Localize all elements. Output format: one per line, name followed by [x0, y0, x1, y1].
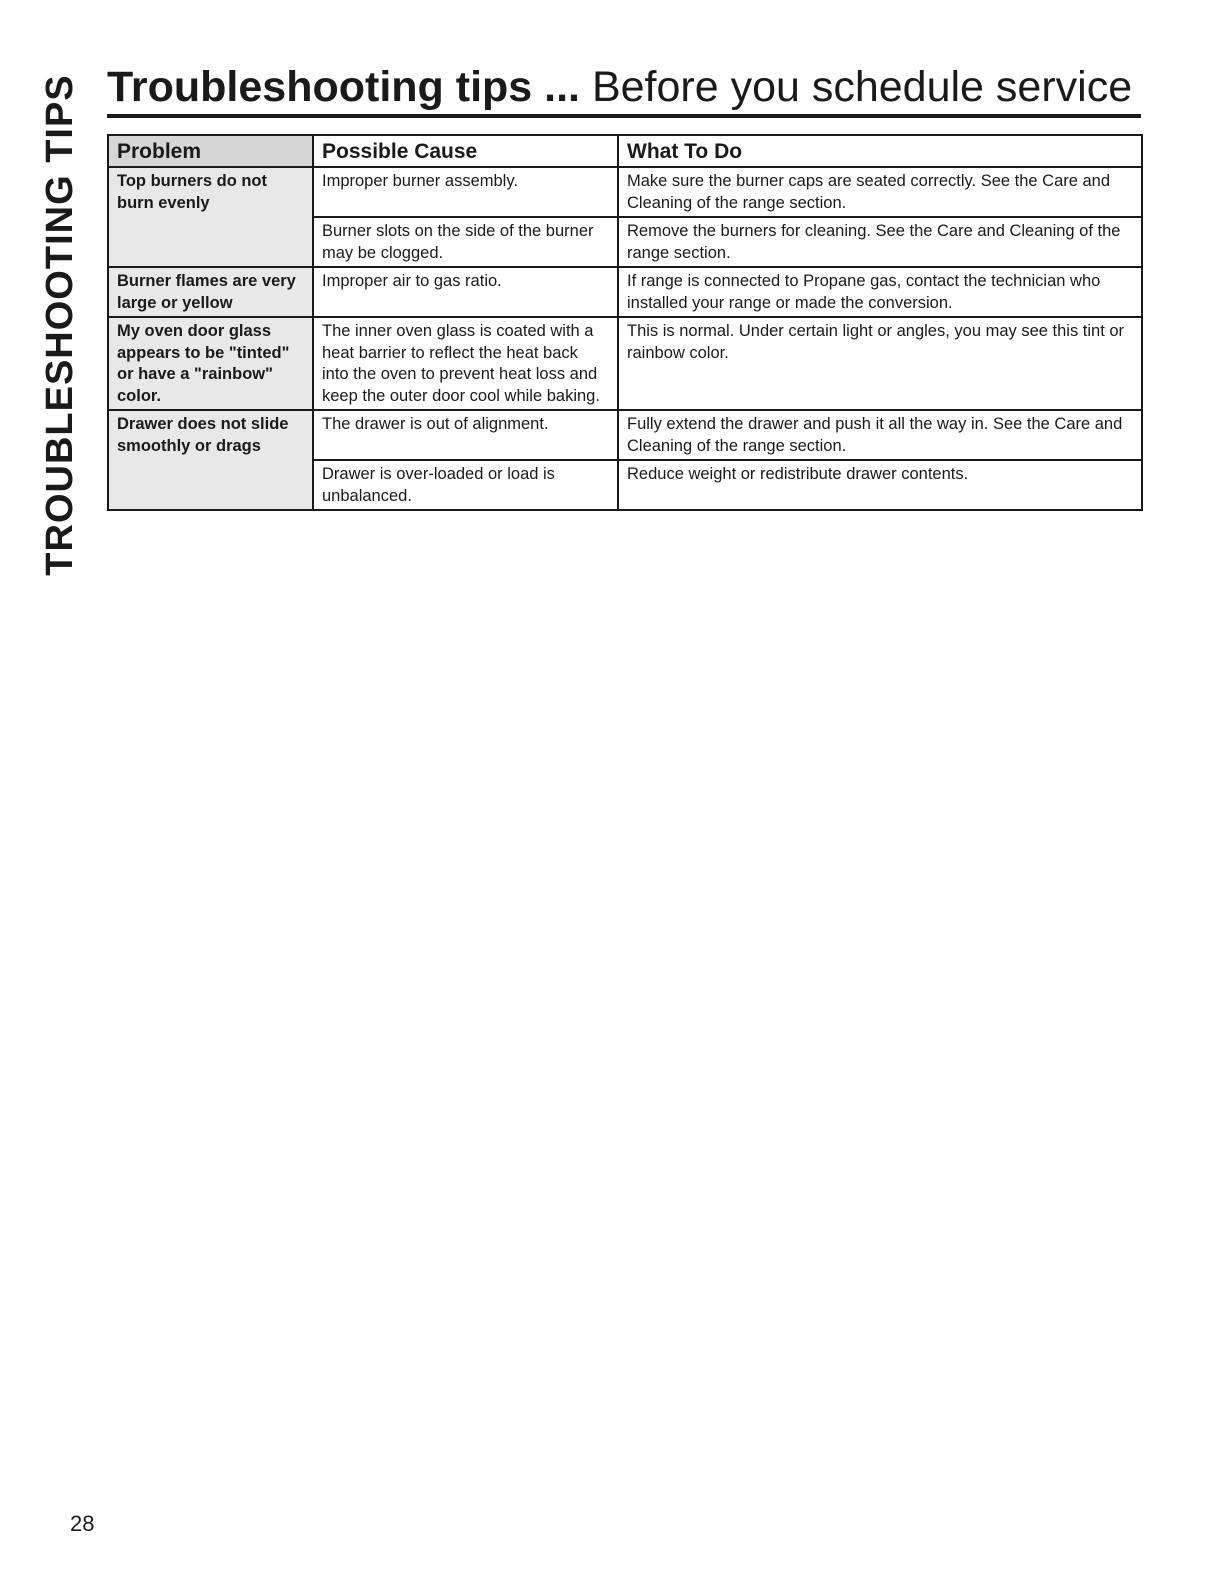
cause-cell: Improper air to gas ratio. [313, 267, 618, 317]
problem-cell: My oven door glass appears to be "tinted" or have a "rainbow" color. [108, 317, 313, 410]
page-title [107, 62, 1132, 112]
table-row [108, 167, 1142, 217]
action-cell: Make sure the burner caps are seated correctly. See the Care and Cleaning of the range section. [618, 167, 1142, 217]
table-row [108, 317, 1142, 410]
page-number: 28 [70, 1511, 95, 1536]
section-side-tab [38, 70, 82, 580]
cause-cell: Burner slots on the side of the burner may be clogged. [313, 217, 618, 267]
page-title-bold: Troubleshooting tips ... [107, 63, 580, 111]
page-title-subtitle: Before you schedule service [591, 63, 1133, 111]
section-side-tab-label: TROUBLESHOOTING TIPS [39, 74, 81, 576]
column-header-cause: Possible Cause [313, 135, 618, 167]
table-row [108, 410, 1142, 460]
action-cell: If range is connected to Propane gas, contact the technician who installed your range or made the conversion. [618, 267, 1142, 317]
problem-cell: Top burners do not burn evenly [108, 167, 313, 267]
action-cell: This is normal. Under certain light or angles, you may see this tint or rainbow color. [618, 317, 1142, 410]
cause-cell: The drawer is out of alignment. [313, 410, 618, 460]
action-cell: Fully extend the drawer and push it all the way in. See the Care and Cleaning of the range section. [618, 410, 1142, 460]
action-cell: Remove the burners for cleaning. See the Care and Cleaning of the range section. [618, 217, 1142, 267]
title-divider [107, 114, 1141, 118]
problem-cell: Drawer does not slide smoothly or drags [108, 410, 313, 510]
action-cell: Reduce weight or redistribute drawer contents. [618, 460, 1142, 510]
cause-cell: Improper burner assembly. [313, 167, 618, 217]
column-header-action: What To Do [618, 135, 1142, 167]
cause-cell: Drawer is over-loaded or load is unbalanced. [313, 460, 618, 510]
problem-cell: Burner flames are very large or yellow [108, 267, 313, 317]
cause-cell: The inner oven glass is coated with a heat barrier to reflect the heat back into the oven to prevent heat loss and keep the outer door cool while baking. [313, 317, 618, 410]
table-row [108, 267, 1142, 317]
table-header-row [108, 135, 1142, 167]
column-header-problem: Problem [108, 135, 313, 167]
troubleshooting-table [107, 134, 1143, 511]
